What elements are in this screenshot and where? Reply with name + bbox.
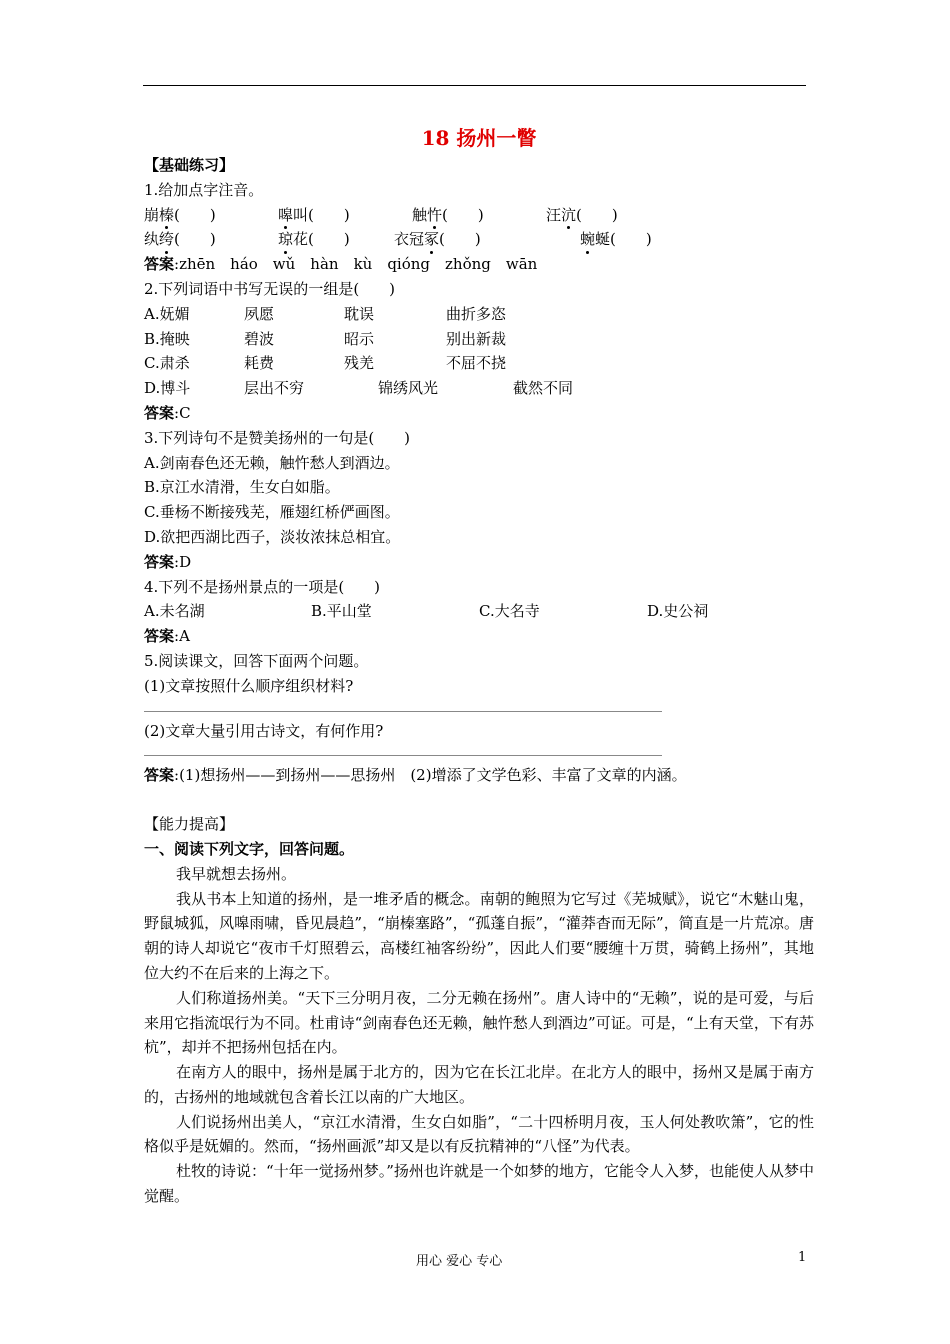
question-5-prompt: 5.阅读课文，回答下面两个问题。 bbox=[144, 651, 369, 670]
page-number: 1 bbox=[798, 1250, 807, 1265]
question-1-row-2 bbox=[144, 227, 814, 252]
question-2-answer: 答案:C bbox=[144, 403, 191, 422]
question-2-prompt: 2.下列词语中书写无误的一组是( ) bbox=[144, 279, 396, 298]
question-2-option: A.妩媚 夙愿 耽误 曲折多恣 bbox=[144, 304, 507, 323]
header-rule bbox=[143, 85, 806, 86]
question-4-answer: 答案:A bbox=[144, 627, 190, 646]
question-4-options: A.未名湖 B.平山堂 C.大名寺 D.史公祠 bbox=[144, 602, 709, 621]
question-1-row-1 bbox=[144, 203, 814, 228]
document-body bbox=[144, 123, 814, 1209]
question-5-sub-1: (1)文章按照什么顺序组织材料? bbox=[144, 676, 354, 695]
pinyin-item: 衣冠冢( ) bbox=[394, 227, 481, 252]
question-2-option: D.博斗 层出不穷 锦绣风光 截然不同 bbox=[144, 379, 574, 398]
question-1-answer: 答案:zhēn háo wǔ hàn kù qióng zhǒng wān bbox=[144, 255, 538, 274]
pinyin-item: 蜿蜒( ) bbox=[580, 227, 652, 252]
footer-motto: 用心 爱心 专心 bbox=[416, 1254, 503, 1269]
question-3-option: D.欲把西湖比西子，淡妆浓抹总相宜。 bbox=[144, 527, 401, 546]
question-3-option: C.垂杨不断接残芜，雁翅红桥俨画图。 bbox=[144, 503, 400, 522]
section-heading-basic: 【基础练习】 bbox=[144, 156, 235, 174]
reading-paragraph: 人们称道扬州美。“天下三分明月夜，二分无赖在扬州”。唐人诗中的“无赖”，说的是可爱，与后来用它指流氓行为不同。杜甫诗“剑南春色还无赖，触忤愁人到酒边”可证。可是，“上有天堂，下有苏杭”，却并不把扬州包括在内。 bbox=[144, 988, 814, 1057]
question-2-option: C.肃杀 耗费 残羌 不屈不挠 bbox=[144, 354, 507, 373]
pinyin-item: 嗥叫( ) bbox=[278, 203, 350, 228]
question-2-option: B.掩映 碧波 昭示 别出新裁 bbox=[144, 329, 507, 348]
pinyin-item: 纨绔( ) bbox=[144, 227, 216, 252]
question-3-prompt: 3.下列诗句不是赞美扬州的一句是( ) bbox=[144, 428, 411, 447]
reading-paragraph: 我从书本上知道的扬州，是一堆矛盾的概念。南朝的鲍照为它写过《芜城赋》，说它“木魅山鬼，野鼠城狐，风嗥雨啸，昏见晨趋”，“崩榛塞路”，“孤蓬自振”，“灌莽杳而无际”，简直是一片荒凉。唐朝的诗人却说它“夜市千灯照碧云，高楼红袖客纷纷”，因此人们要“腰缠十万贯，骑鹤上扬州”，其地位大约不在后来的上海之下。 bbox=[144, 889, 814, 982]
question-3-option: B.京江水清滑，生女白如脂。 bbox=[144, 478, 340, 497]
pinyin-item: 汪沆( ) bbox=[546, 203, 618, 228]
reading-paragraph: 人们说扬州出美人，“京江水清滑，生女白如脂”，“二十四桥明月夜，玉人何处教吹箫”，它的性格似乎是妩媚的。然而，“扬州画派”却又是以有反抗精神的“八怪”为代表。 bbox=[144, 1112, 814, 1156]
question-5-answer: 答案:(1)想扬州——到扬州——思扬州 (2)增添了文学色彩、丰富了文章的内涵。 bbox=[144, 766, 687, 785]
pinyin-item: 琼花( ) bbox=[278, 227, 350, 252]
question-3-option: A.剑南春色还无赖，触忤愁人到酒边。 bbox=[144, 453, 400, 472]
question-1-prompt: 1.给加点字注音。 bbox=[144, 180, 264, 199]
pinyin-item: 崩榛( ) bbox=[144, 203, 216, 228]
question-4-prompt: 4.下列不是扬州景点的一项是( ) bbox=[144, 577, 381, 596]
reading-heading: 一、阅读下列文字，回答问题。 bbox=[144, 839, 355, 858]
question-5-sub-2: (2)文章大量引用古诗文，有何作用? bbox=[144, 721, 384, 740]
reading-paragraph: 在南方人的眼中，扬州是属于北方的，因为它在长江北岸。在北方人的眼中，扬州又是属于南方的，古扬州的地域就包含着长江以南的广大地区。 bbox=[144, 1063, 814, 1106]
reading-paragraph: 杜牧的诗说：“十年一觉扬州梦。”扬州也许就是一个如梦的地方，它能令人入梦，也能使人从梦中觉醒。 bbox=[144, 1162, 814, 1206]
answer-blank-line bbox=[144, 699, 814, 719]
page-title: 18 扬州一瞥 bbox=[421, 126, 537, 150]
section-heading-advanced: 【能力提高】 bbox=[144, 815, 235, 834]
answer-blank-line bbox=[144, 743, 814, 763]
pinyin-item: 触忤( ) bbox=[412, 203, 484, 228]
question-3-answer: 答案:D bbox=[144, 552, 192, 571]
reading-paragraph: 我早就想去扬州。 bbox=[176, 864, 297, 883]
